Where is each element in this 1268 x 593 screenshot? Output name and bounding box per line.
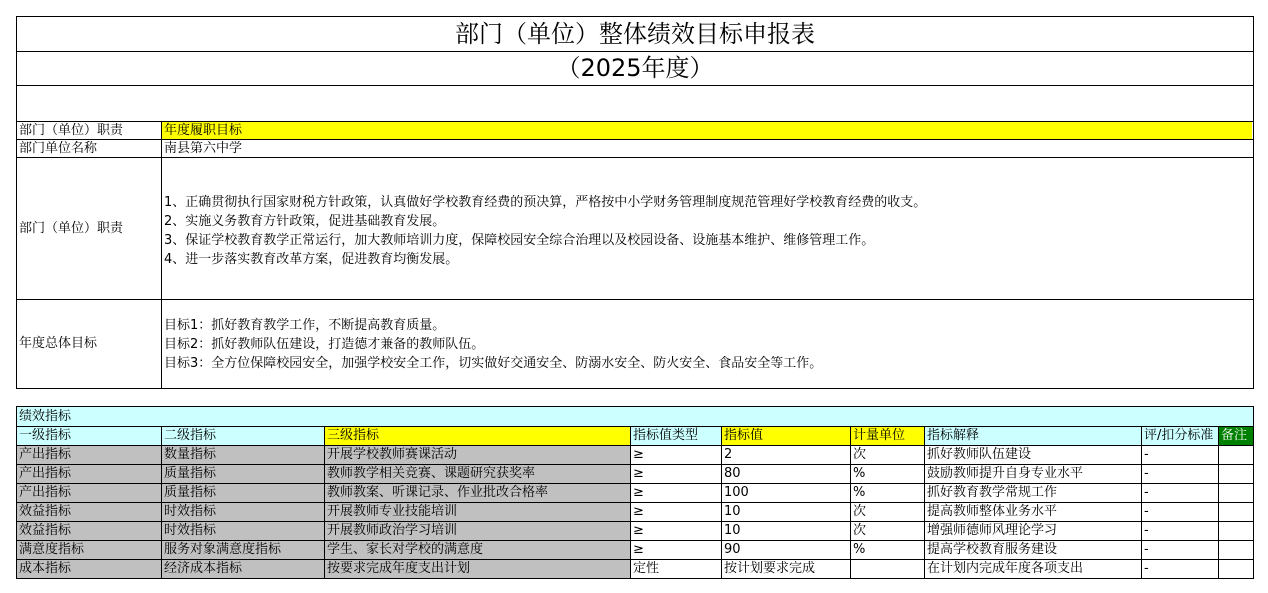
row-4-level1[interactable]: 效益指标: [17, 522, 162, 540]
row-5-explanation[interactable]: 提高学校教育服务建设: [927, 542, 1058, 557]
row-0-scoring[interactable]: -: [1144, 447, 1149, 462]
row-6-unit[interactable]: [851, 560, 925, 578]
row-2-explanation[interactable]: 抓好教育教学常规工作: [927, 485, 1058, 500]
row-1-level2[interactable]: 质量指标: [162, 465, 325, 483]
grid-hline: [16, 121, 1254, 122]
row-0-explanation[interactable]: 抓好教师队伍建设: [927, 447, 1032, 462]
header-unit[interactable]: 计量单位: [851, 427, 925, 445]
grid-hline: [16, 464, 1254, 465]
row-6-value[interactable]: 按计划要求完成: [724, 561, 816, 576]
grid-vline: [16, 406, 17, 579]
row-4-level3[interactable]: 开展教师政治学习培训: [325, 522, 631, 540]
row-2-value-type[interactable]: ≥: [633, 485, 644, 500]
grid-hline: [16, 51, 1254, 52]
duty-label[interactable]: 部门（单位）职责: [19, 221, 124, 236]
row-2-level3[interactable]: 教师教案、听课记录、作业批改合格率: [325, 484, 631, 502]
goal-line: 目标2：抓好教师队伍建设，打造德才兼备的教师队伍。: [164, 337, 485, 352]
grid-hline: [16, 559, 1254, 560]
duty-line: 3、保证学校教育教学正常运行，加大教师培训力度，保障校园安全综合治理以及校园设备、设施基本维护、维修管理工作。: [164, 233, 875, 248]
row-0-level1[interactable]: 产出指标: [17, 446, 162, 464]
goal-line: 目标3：全方位保障校园安全，加强学校安全工作，切实做好交通安全、防溺水安全、防火安全、食品安全等工作。: [164, 356, 823, 371]
grid-vline: [161, 426, 162, 579]
grid-vline: [1253, 16, 1254, 389]
goal-label[interactable]: 年度总体目标: [19, 336, 98, 351]
row-0-unit[interactable]: 次: [853, 447, 867, 462]
row-0-level2[interactable]: 数量指标: [162, 446, 325, 464]
row-4-value[interactable]: 10: [724, 523, 741, 538]
row-4-unit[interactable]: 次: [853, 523, 867, 538]
row-5-level1[interactable]: 满意度指标: [17, 541, 162, 559]
row-1-explanation[interactable]: 鼓励教师提升自身专业水平: [927, 466, 1084, 481]
duty-line: 2、实施义务教育方针政策，促进基础教育发展。: [164, 214, 446, 229]
grid-vline: [1253, 406, 1254, 579]
grid-hline: [16, 502, 1254, 503]
header-level1[interactable]: 一级指标: [17, 427, 162, 445]
row-6-scoring[interactable]: -: [1144, 561, 1149, 576]
row-1-unit[interactable]: %: [853, 466, 866, 481]
grid-vline: [324, 426, 325, 579]
row-3-level2[interactable]: 时效指标: [162, 503, 325, 521]
row-3-remark[interactable]: [1219, 503, 1253, 521]
row-1-level1[interactable]: 产出指标: [17, 465, 162, 483]
header-level3[interactable]: 三级指标: [325, 427, 631, 445]
grid-hline: [16, 445, 1254, 446]
duty-line: 1、正确贯彻执行国家财税方针政策，认真做好学校教育经费的预决算，严格按中小学财务管理制度规范管理好学校教育经费的收支。: [164, 195, 927, 210]
grid-hline: [16, 85, 1254, 86]
grid-vline: [721, 426, 722, 579]
row-4-value-type[interactable]: ≥: [633, 523, 644, 538]
goal-line: 目标1：抓好教育教学工作，不断提高教育质量。: [164, 318, 446, 333]
row-3-scoring[interactable]: -: [1144, 504, 1149, 519]
row-6-value-type[interactable]: 定性: [633, 561, 660, 576]
row-2-unit[interactable]: %: [853, 485, 866, 500]
grid-hline: [16, 388, 1254, 389]
row-0-value[interactable]: 2: [724, 447, 733, 462]
grid-vline: [1218, 426, 1219, 579]
perf-section-label[interactable]: 绩效指标: [17, 407, 1253, 426]
row-6-level1[interactable]: 成本指标: [17, 560, 162, 578]
grid-vline: [924, 426, 925, 579]
grid-hline: [16, 16, 1254, 17]
row-2-scoring[interactable]: -: [1144, 485, 1149, 500]
row-3-value-type[interactable]: ≥: [633, 504, 644, 519]
duty-line: 4、进一步落实教育改革方案，促进教育均衡发展。: [164, 252, 459, 267]
grid-vline: [16, 16, 17, 389]
row-3-level3[interactable]: 开展教师专业技能培训: [325, 503, 631, 521]
row-0-level3[interactable]: 开展学校教师赛课活动: [325, 446, 631, 464]
grid-hline: [16, 157, 1254, 158]
row-4-scoring[interactable]: -: [1144, 523, 1149, 538]
row-5-level2[interactable]: 服务对象满意度指标: [162, 541, 325, 559]
row-6-explanation[interactable]: 在计划内完成年度各项支出: [927, 561, 1084, 576]
row-2-value[interactable]: 100: [724, 485, 749, 500]
row-4-level2[interactable]: 时效指标: [162, 522, 325, 540]
grid-vline: [161, 121, 162, 389]
row-6-level2[interactable]: 经济成本指标: [162, 560, 325, 578]
duty-header-value[interactable]: 年度履职目标: [162, 122, 1252, 139]
row-2-level2[interactable]: 质量指标: [162, 484, 325, 502]
row-1-remark[interactable]: [1219, 465, 1253, 483]
header-value-type[interactable]: 指标值类型: [631, 427, 722, 445]
row-3-level1[interactable]: 效益指标: [17, 503, 162, 521]
row-2-level1[interactable]: 产出指标: [17, 484, 162, 502]
grid-hline: [16, 521, 1254, 522]
grid-hline: [16, 139, 1254, 140]
header-remark[interactable]: 备注: [1219, 427, 1253, 445]
grid-hline: [16, 540, 1254, 541]
row-5-value-type[interactable]: ≥: [633, 542, 644, 557]
page-subtitle: （2025年度）: [556, 54, 714, 82]
grid-vline: [850, 426, 851, 579]
grid-hline: [16, 406, 1254, 407]
row-2-remark[interactable]: [1219, 484, 1253, 502]
duty-content[interactable]: [162, 158, 1252, 299]
row-1-level3[interactable]: 教师教学相关竞赛、课题研究获奖率: [325, 465, 631, 483]
grid-vline: [1141, 426, 1142, 579]
row-5-scoring[interactable]: -: [1144, 542, 1149, 557]
row-4-explanation[interactable]: 增强师德师风理论学习: [927, 523, 1058, 538]
row-1-scoring[interactable]: -: [1144, 466, 1149, 481]
row-1-value-type[interactable]: ≥: [633, 466, 644, 481]
header-level2[interactable]: 二级指标: [162, 427, 325, 445]
row-5-unit[interactable]: %: [853, 542, 866, 557]
page-title: 部门（单位）整体绩效目标申报表: [455, 20, 815, 48]
row-3-value[interactable]: 10: [724, 504, 741, 519]
row-4-remark[interactable]: [1219, 522, 1253, 540]
grid-hline: [16, 299, 1254, 300]
row-3-explanation[interactable]: 提高教师整体业务水平: [927, 504, 1058, 519]
unit-name-value[interactable]: 南县第六中学: [164, 141, 243, 156]
header-scoring[interactable]: 评/扣分标准: [1142, 427, 1219, 445]
duty-header-label[interactable]: 部门（单位）职责: [19, 123, 124, 138]
grid-hline: [16, 483, 1254, 484]
row-5-remark[interactable]: [1219, 541, 1253, 559]
row-1-value[interactable]: 80: [724, 466, 741, 481]
row-3-unit[interactable]: 次: [853, 504, 867, 519]
row-5-level3[interactable]: 学生、家长对学校的满意度: [325, 541, 631, 559]
row-6-remark[interactable]: [1219, 560, 1253, 578]
grid-hline: [16, 426, 1254, 427]
goal-content[interactable]: [162, 300, 1252, 388]
header-explanation[interactable]: 指标解释: [925, 427, 1142, 445]
row-6-level3[interactable]: 按要求完成年度支出计划: [325, 560, 631, 578]
row-0-value-type[interactable]: ≥: [633, 447, 644, 462]
grid-vline: [630, 426, 631, 579]
row-0-remark[interactable]: [1219, 446, 1253, 464]
row-5-value[interactable]: 90: [724, 542, 741, 557]
unit-name-label[interactable]: 部门单位名称: [19, 141, 98, 156]
header-value[interactable]: 指标值: [722, 427, 851, 445]
grid-hline: [16, 578, 1254, 579]
